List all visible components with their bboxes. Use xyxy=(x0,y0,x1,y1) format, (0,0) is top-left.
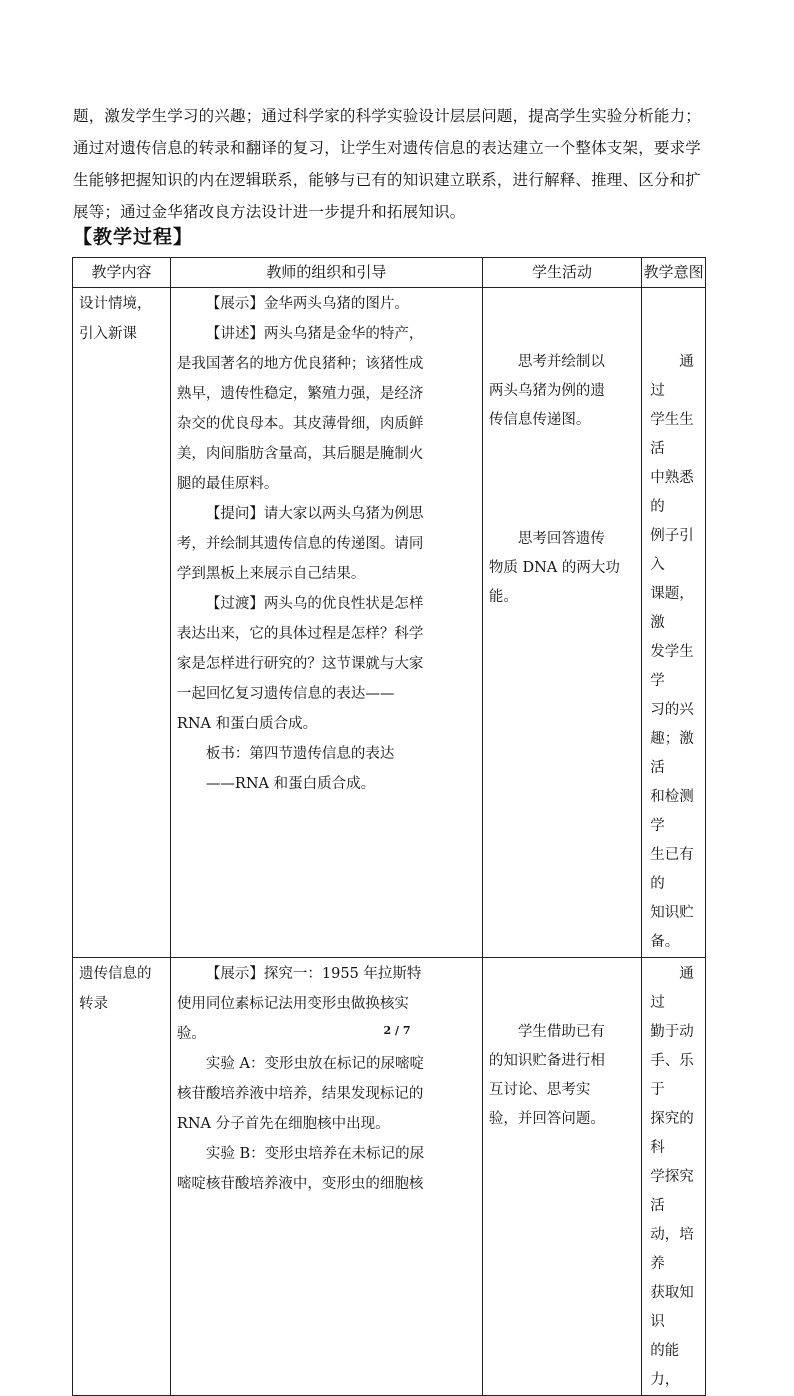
cell-intent xyxy=(642,288,706,958)
student-line: 验，并回答问题。 xyxy=(488,1111,605,1127)
teacher-line: 【展示】金华两头乌猪的图片。 xyxy=(205,296,409,312)
page-number: 2 / 7 xyxy=(383,1024,411,1037)
intent-line: 学探究活 xyxy=(650,1169,694,1214)
teacher-line: RNA 分子首先在细胞核中出现。 xyxy=(176,1116,390,1132)
cell-student xyxy=(482,288,641,958)
cell-content xyxy=(73,288,171,958)
student-line: 学生借助已有 xyxy=(517,1024,605,1040)
student-line: 互讨论、思考实 xyxy=(488,1082,591,1098)
intent-line: 手、乐于 xyxy=(650,1053,694,1098)
intent-line: 的能力， xyxy=(650,1343,680,1388)
header-content: 教学内容 xyxy=(73,258,171,288)
header-intent: 教学意图 xyxy=(642,258,706,288)
teacher-line: 家是怎样进行研究的？这节课就与大家 xyxy=(176,656,424,672)
intent-line: 习的兴 xyxy=(650,702,694,718)
teacher-line: 熟早，遗传性稳定，繁殖力强，是经济 xyxy=(176,386,424,402)
intent-line: 课题，激 xyxy=(650,586,694,631)
teacher-line: 验。 xyxy=(176,1026,206,1042)
content-line: 遗传信息的 xyxy=(79,966,152,982)
cell-teacher xyxy=(170,288,482,958)
teacher-line: 美，肉间脂肪含量高，其后腿是腌制火 xyxy=(176,446,424,462)
intro-paragraph xyxy=(73,100,723,228)
intent-line: 和检测学 xyxy=(650,789,694,834)
intro-line: 题，激发学生学习的兴趣；通过科学家的科学实验设计层层问题，提高学生实验分析能力； xyxy=(73,107,702,125)
content-line: 引入新课 xyxy=(79,326,137,342)
intro-line: 展等；通过金华猪改良方法设计进一步提升和拓展知识。 xyxy=(73,203,466,221)
teacher-line: 【讲述】两头乌猪是金华的特产， xyxy=(205,326,424,342)
teacher-line: 表达出来，它的具体过程是怎样？科学 xyxy=(176,626,424,642)
student-line: 思考回答遗传 xyxy=(517,531,605,547)
intent-line: 通过 xyxy=(650,354,694,399)
intent-line: 探究的科 xyxy=(650,1111,694,1156)
teacher-line: ——RNA 和蛋白质合成。 xyxy=(205,776,376,792)
student-line: 能。 xyxy=(488,589,518,605)
teacher-line: 实验 B：变形虫培养在未标记的尿 xyxy=(205,1146,425,1162)
teacher-line: 核苷酸培养液中培养，结果发现标记的 xyxy=(176,1086,424,1102)
teacher-line: 杂交的优良母本。其皮薄骨细，肉质鲜 xyxy=(176,416,424,432)
intent-line: 发学生学 xyxy=(650,644,694,689)
header-student: 学生活动 xyxy=(482,258,641,288)
teacher-line: 实验 A：变形虫放在标记的尿嘧啶 xyxy=(205,1056,424,1072)
intent-line: 备。 xyxy=(650,934,680,950)
section-heading: 【教学过程】 xyxy=(73,226,194,248)
student-line: 的知识贮备进行相 xyxy=(488,1053,605,1069)
teacher-line: RNA 和蛋白质合成。 xyxy=(176,716,318,732)
student-line: 物质 DNA 的两大功 xyxy=(488,560,620,576)
teacher-line: 使用同位素标记法用变形虫做换核实 xyxy=(176,996,409,1012)
teacher-line: 嘧啶核苷酸培养液中，变形虫的细胞核 xyxy=(176,1176,424,1192)
intent-line: 勤于动 xyxy=(650,1024,694,1040)
content-line: 转录 xyxy=(79,996,108,1012)
teacher-line: 是我国著名的地方优良猪种；该猪性成 xyxy=(176,356,424,372)
table-header-row xyxy=(73,258,706,288)
teacher-line: 【展示】探究一：1955 年拉斯特 xyxy=(205,966,422,982)
teacher-line: 一起回忆复习遗传信息的表达—— xyxy=(176,686,395,702)
intent-line: 知识贮 xyxy=(650,905,694,921)
intent-line: 趣；激活 xyxy=(650,731,694,776)
student-line: 传信息传递图。 xyxy=(488,412,591,428)
teaching-process-table xyxy=(72,257,706,1396)
header-teacher: 教师的组织和引导 xyxy=(170,258,482,288)
intent-line: 动，培养 xyxy=(650,1227,694,1272)
teacher-line: 学到黑板上来展示自己结果。 xyxy=(176,566,366,582)
table-row xyxy=(73,288,706,958)
teacher-line: 考，并绘制其遗传信息的传递图。请同 xyxy=(176,536,424,552)
student-line: 两头乌猪为例的遗 xyxy=(488,383,605,399)
teacher-line: 【提问】请大家以两头乌猪为例思 xyxy=(205,506,424,522)
intent-line: 例子引入 xyxy=(650,528,694,573)
teacher-line: 板书：第四节遗传信息的表达 xyxy=(205,746,395,762)
teacher-line: 腿的最佳原料。 xyxy=(176,476,279,492)
intent-line: 中熟悉的 xyxy=(650,470,694,515)
intent-line: 获取知识 xyxy=(650,1285,694,1330)
intro-line: 通过对遗传信息的转录和翻译的复习，让学生对遗传信息的表达建立一个整体支架，要求学 xyxy=(73,139,702,157)
content-line: 设计情境， xyxy=(79,296,152,312)
intent-line: 学生生活 xyxy=(650,412,694,457)
teacher-line: 【过渡】两头乌的优良性状是怎样 xyxy=(205,596,424,612)
intent-line: 生已有的 xyxy=(650,847,694,892)
intro-line: 生能够把握知识的内在逻辑联系，能够与已有的知识建立联系，进行解释、推理、区分和扩 xyxy=(73,171,702,189)
intent-line: 通过 xyxy=(650,966,694,1011)
student-line: 思考并绘制以 xyxy=(517,354,605,370)
